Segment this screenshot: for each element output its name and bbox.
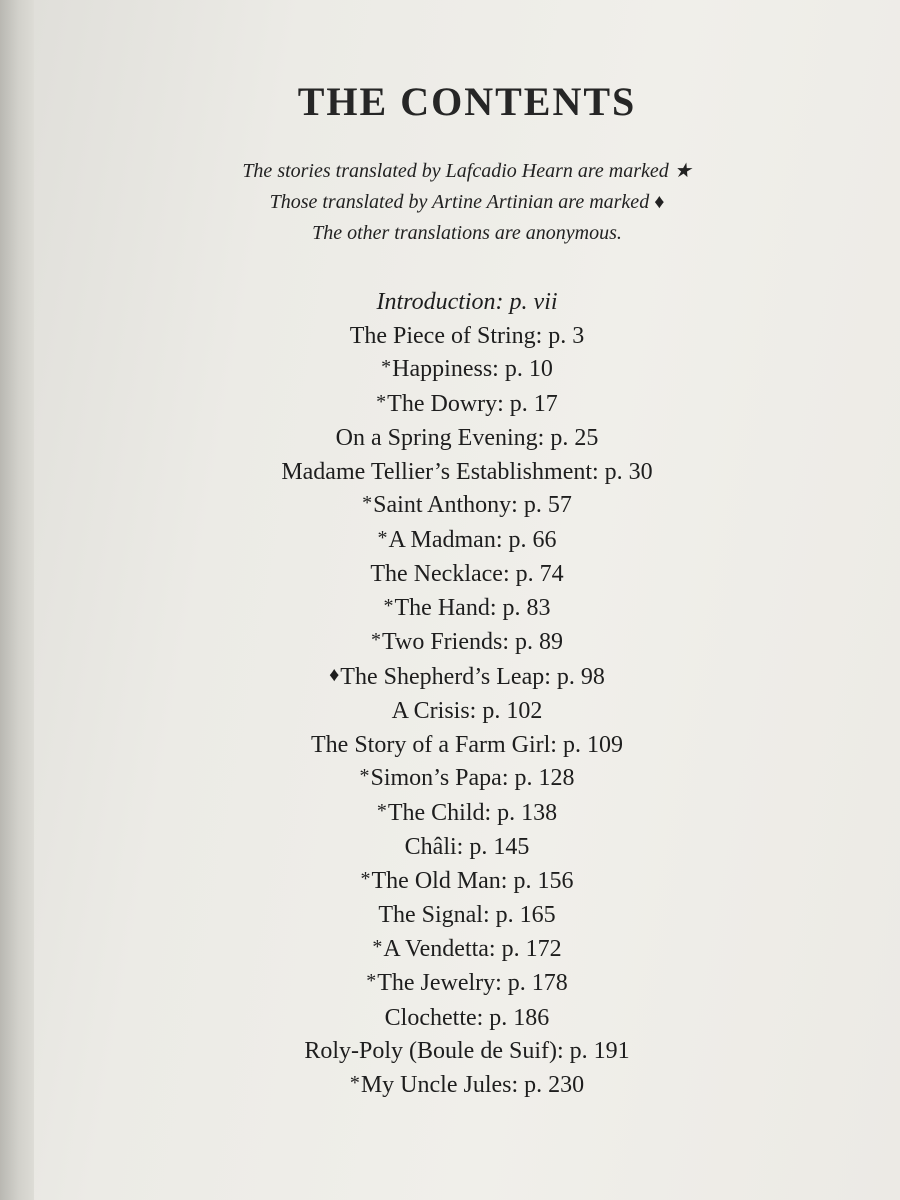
contents-entry	[34, 456, 900, 490]
entry-title: The Dowry: p. 17	[387, 390, 558, 417]
entry-title: The Story of a Farm Girl: p. 109	[311, 731, 623, 758]
contents-entry	[34, 592, 900, 627]
entry-title: Simon’s Papa: p. 128	[370, 765, 575, 791]
entry-title: A Madman: p. 66	[388, 526, 557, 553]
entry-title: Saint Anthony: p. 57	[373, 492, 572, 518]
contents-entry	[34, 797, 900, 832]
contents-entry	[34, 524, 900, 559]
contents-entry	[34, 558, 900, 592]
hearn-star-mark: *	[383, 594, 394, 617]
entry-title: Introduction: p. vii	[376, 289, 558, 315]
hearn-star-mark: *	[372, 935, 383, 958]
hearn-star-mark: *	[359, 765, 370, 787]
contents-entry	[34, 626, 900, 661]
hearn-star-mark: *	[360, 867, 371, 890]
entry-title: A Vendetta: p. 172	[383, 935, 562, 962]
contents-entry	[34, 388, 900, 423]
contents-entry	[34, 320, 900, 354]
hearn-star-mark: *	[362, 492, 373, 514]
entry-title: Two Friends: p. 89	[382, 629, 563, 655]
note-artinian: Those translated by Artine Artinian are marked ♦	[269, 191, 665, 213]
hearn-star-mark: *	[376, 799, 387, 822]
translation-notes	[34, 156, 900, 249]
entry-title: The Shepherd’s Leap: p. 98	[340, 663, 605, 690]
contents-entry	[34, 967, 900, 1002]
contents-entry	[34, 831, 900, 865]
entry-title: The Hand: p. 83	[394, 594, 551, 621]
entry-title: Happiness: p. 10	[392, 356, 553, 382]
contents-entry	[34, 489, 900, 524]
contents-entry	[34, 762, 900, 797]
book-gutter	[0, 0, 34, 1200]
contents-entry	[34, 899, 900, 933]
entry-title: My Uncle Jules: p. 230	[360, 1071, 585, 1098]
entry-title: Roly-Poly (Boule de Suif): p. 191	[304, 1038, 630, 1064]
entry-title: Clochette: p. 186	[384, 1004, 550, 1031]
entry-title: The Old Man: p. 156	[371, 867, 574, 894]
page-title: THE CONTENTS	[297, 79, 637, 124]
entry-title: Madame Tellier’s Establishment: p. 30	[281, 458, 653, 485]
hearn-star-mark: *	[376, 390, 387, 413]
book-page	[34, 0, 900, 1200]
contents-entry	[34, 661, 900, 696]
entry-title: The Piece of String: p. 3	[349, 322, 585, 349]
contents-entry	[34, 353, 900, 388]
entry-title: A Crisis: p. 102	[391, 698, 543, 724]
hearn-star-mark: *	[371, 629, 381, 651]
artinian-diamond-mark: ♦	[329, 663, 340, 686]
contents-list	[34, 286, 900, 1103]
contents-entry	[34, 933, 900, 968]
contents-entry	[34, 422, 900, 456]
contents-entry	[34, 695, 900, 729]
entry-title: The Jewelry: p. 178	[377, 970, 568, 996]
contents-entry	[34, 1002, 900, 1036]
entry-title: The Child: p. 138	[387, 799, 558, 826]
hearn-star-mark: *	[349, 1071, 360, 1094]
entry-title: On a Spring Evening: p. 25	[335, 425, 599, 451]
entry-title: Châli: p. 145	[404, 834, 530, 860]
contents-entry	[34, 1035, 900, 1069]
note-hearn: The stories translated by Lafcadio Hearn are marked ★	[242, 160, 692, 182]
contents-entry	[34, 286, 900, 320]
entry-title: The Necklace: p. 74	[370, 561, 564, 587]
contents-entry	[34, 1069, 900, 1104]
entry-title: The Signal: p. 165	[378, 902, 556, 928]
contents-entry	[34, 865, 900, 900]
note-anonymous: The other translations are anonymous.	[312, 222, 622, 244]
hearn-star-mark: *	[377, 526, 388, 549]
hearn-star-mark: *	[366, 970, 377, 992]
contents-entry	[34, 729, 900, 763]
hearn-star-mark: *	[381, 356, 392, 378]
